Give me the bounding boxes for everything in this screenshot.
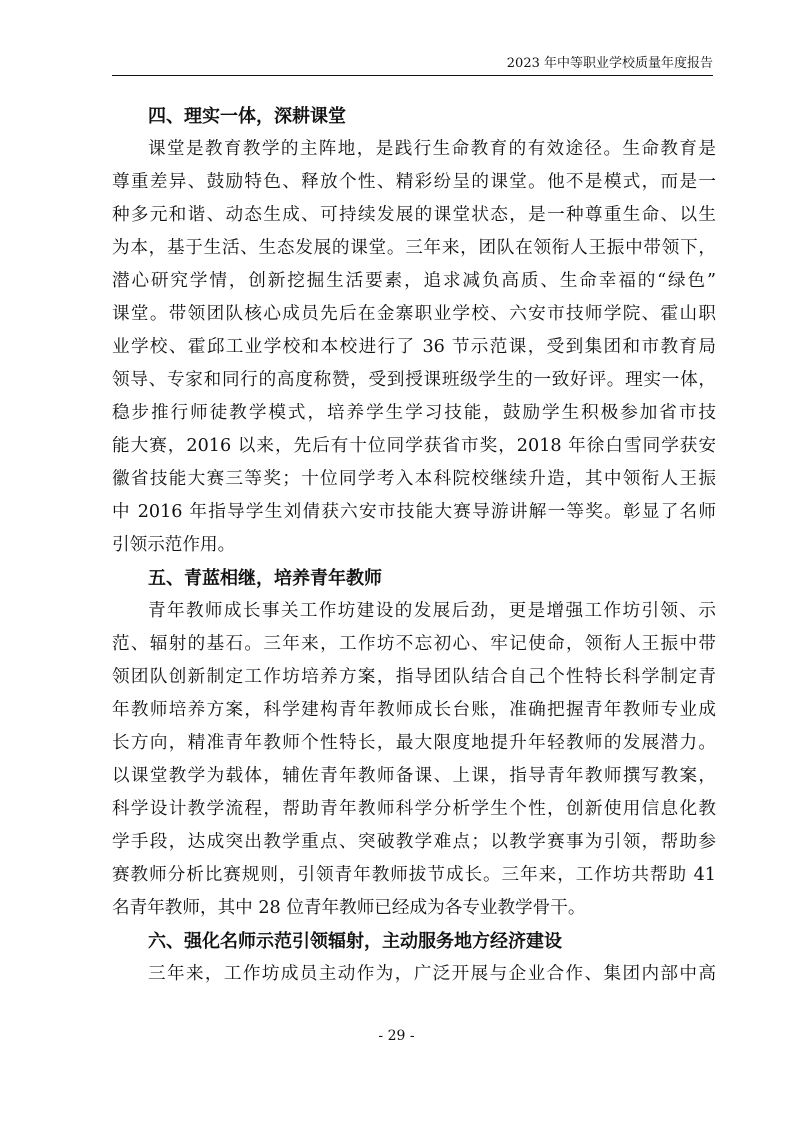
section-heading: 四、理实一体，深耕课堂 <box>148 106 346 127</box>
section-heading: 五、青蓝相继，培养青年教师 <box>148 568 382 589</box>
paragraph-line: 长方向，精准青年教师个性特长，最大限度地提升年轻教师的发展潜力。 <box>112 733 716 753</box>
paragraph-line: 以课堂教学为载体，辅佐青年教师备课、上课，指导青年教师撰写教案， <box>112 766 716 786</box>
paragraph-line: 稳步推行师徒教学模式，培养学生学习技能，鼓励学生积极参加省市技 <box>112 403 716 423</box>
paragraph-line: 赛教师分析比赛规则，引领青年教师拔节成长。三年来，工作坊共帮助 41 <box>112 865 716 885</box>
page-number: - 29 - <box>378 1028 415 1044</box>
paragraph-line: 业学校、霍邱工业学校和本校进行了 36 节示范课，受到集团和市教育局 <box>112 337 716 357</box>
paragraph-line: 能大赛，2016 以来，先后有十位同学获省市奖，2018 年徐白雪同学获安 <box>112 436 716 456</box>
header-rule <box>112 75 713 76</box>
section-heading: 六、强化名师示范引领辐射，主动服务地方经济建设 <box>148 931 562 952</box>
paragraph-line: 年教师培养方案，科学建构青年教师成长台账，准确把握青年教师专业成 <box>112 700 716 720</box>
paragraph-line: 青年教师成长事关工作坊建设的发展后劲，更是增强工作坊引领、示 <box>148 601 716 621</box>
paragraph-line: 课堂是教育教学的主阵地，是践行生命教育的有效途径。生命教育是 <box>148 139 716 159</box>
paragraph-line: 潜心研究学情，创新挖掘生活要素，追求减负高质、生命幸福的“绿色” <box>112 271 716 291</box>
paragraph-line: 三年来，工作坊成员主动作为，广泛开展与企业合作、集团内部中高 <box>148 964 716 984</box>
paragraph-line: 领团队创新制定工作坊培养方案，指导团队结合自己个性特长科学制定青 <box>112 667 716 687</box>
paragraph-line: 尊重差异、鼓励特色、释放个性、精彩纷呈的课堂。他不是模式，而是一 <box>112 172 716 192</box>
paragraph-line: 中 2016 年指导学生刘倩获六安市技能大赛导游讲解一等奖。彰显了名师 <box>112 502 716 522</box>
paragraph-line: 学手段，达成突出教学重点、突破教学难点；以教学赛事为引领，帮助参 <box>112 832 716 852</box>
paragraph-line: 课堂。带领团队核心成员先后在金寨职业学校、六安市技师学院、霍山职 <box>112 304 716 324</box>
paragraph-line: 范、辐射的基石。三年来，工作坊不忘初心、牢记使命，领衔人王振中带 <box>112 634 716 654</box>
paragraph-line: 种多元和谐、动态生成、可持续发展的课堂状态，是一种尊重生命、以生 <box>112 205 716 225</box>
paragraph-line: 领导、专家和同行的高度称赞，受到授课班级学生的一致好评。理实一体， <box>112 370 716 390</box>
paragraph-line: 徽省技能大赛三等奖；十位同学考入本科院校继续升造，其中领衔人王振 <box>112 469 716 489</box>
paragraph-line: 为本，基于生活、生态发展的课堂。三年来，团队在领衔人王振中带领下， <box>112 238 716 258</box>
paragraph-line: 科学设计教学流程，帮助青年教师科学分析学生个性，创新使用信息化教 <box>112 799 716 819</box>
paragraph-line: 引领示范作用。 <box>112 535 236 555</box>
running-header: 2023 年中等职业学校质量年度报告 <box>506 56 713 71</box>
paragraph-line: 名青年教师，其中 28 位青年教师已经成为各专业教学骨干。 <box>112 898 586 918</box>
document-body <box>112 100 716 991</box>
